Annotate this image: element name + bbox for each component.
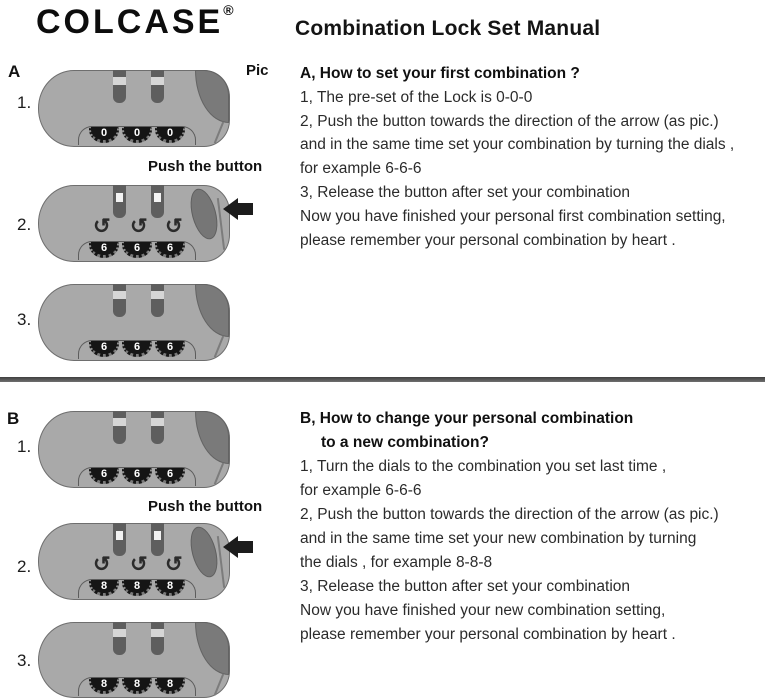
dial (89, 341, 119, 357)
dial-window (78, 467, 196, 486)
lock-button-pushed (186, 524, 223, 580)
dial-digit: 6 (133, 341, 141, 353)
rotate-dial-icon: ↺ (93, 215, 111, 238)
shackle-band (151, 629, 164, 637)
shackle-prong-icon (151, 411, 164, 444)
shackle-prong-icon (113, 185, 126, 218)
instruction-line: 3, Release the button after set your combination (300, 578, 631, 595)
body-seam (214, 673, 224, 695)
instructions-section-b (300, 407, 760, 647)
lock-button (195, 622, 229, 675)
dial (89, 678, 119, 694)
arrow-head (223, 198, 238, 220)
push-the-button-label: Push the button (148, 158, 263, 175)
dial-digit: 8 (100, 580, 108, 592)
dial-digit: 0 (133, 127, 141, 139)
shackle-prong-icon (151, 185, 164, 218)
shackle-band (116, 531, 123, 540)
step-number: 2. (17, 557, 32, 576)
shackle-band (113, 418, 126, 426)
body-seam (214, 462, 224, 484)
shackle-band (113, 629, 126, 637)
lock-button (195, 411, 229, 464)
shackle-prong-icon (151, 622, 164, 655)
shackle-prong-icon (151, 523, 164, 556)
lock-illustration-b1 (38, 411, 230, 488)
dial (122, 468, 152, 484)
dial-digit: 6 (166, 341, 174, 353)
dial-digit: 8 (133, 678, 141, 690)
shackle-prong-icon (151, 284, 164, 317)
instruction-line: 3, Release the button after set your combination (300, 183, 631, 201)
dial (155, 468, 185, 484)
instruction-line: Now you have finished your personal first combination setting, (300, 207, 726, 225)
dial-digit: 6 (100, 242, 108, 254)
shackle-prong-icon (113, 70, 126, 103)
dial-digit: 6 (133, 468, 141, 480)
step-number: 1. (17, 437, 32, 456)
lock-illustration-b3 (38, 622, 230, 698)
lock-button-pushed (186, 186, 223, 242)
section-b-heading-line2: to a new combination? (321, 434, 489, 451)
dial (89, 468, 119, 484)
dial-window (78, 579, 196, 598)
registered-trademark-icon: ® (223, 2, 234, 18)
dial-digit: 8 (166, 580, 174, 592)
dial-window (78, 340, 196, 359)
dial-digit: 6 (133, 242, 141, 254)
lock-button (195, 70, 229, 123)
dial-digit: 0 (166, 127, 174, 139)
push-direction-arrow-icon (223, 536, 253, 558)
rotate-dial-icon: ↺ (130, 215, 148, 238)
dial (155, 341, 185, 357)
instruction-line: and in the same time set your combination by turning the dials , (300, 136, 735, 154)
brand-logo (36, 2, 234, 42)
body-seam (214, 121, 224, 143)
instruction-line: 1, Turn the dials to the combination you set last time , (300, 458, 667, 475)
pic-label: Pic (246, 62, 269, 79)
shackle-band (116, 193, 123, 202)
shackle-band (113, 77, 126, 85)
lock-illustration-a2 (38, 185, 230, 262)
rotate-dial-icon: ↺ (165, 215, 183, 238)
section-a-label: A (8, 62, 21, 81)
dial (155, 580, 185, 596)
shackle-band (154, 193, 161, 202)
dial-window (78, 126, 196, 145)
rotate-dial-icon: ↺ (130, 553, 148, 576)
dial-digit: 6 (100, 341, 108, 353)
dial (122, 678, 152, 694)
lock-illustration-b2 (38, 523, 230, 600)
lock-illustration-a1 (38, 70, 230, 147)
lock-illustration-a3 (38, 284, 230, 361)
body-seam (214, 335, 224, 357)
section-b-heading: B, How to change your personal combination (300, 410, 634, 427)
shackle-band (151, 77, 164, 85)
dial (89, 580, 119, 596)
dial (89, 127, 119, 143)
instruction-line: 2, Push the button towards the direction of the arrow (as pic.) (300, 112, 719, 130)
shackle-band (151, 418, 164, 426)
rotate-dial-icon: ↺ (165, 553, 183, 576)
step-number: 1. (17, 93, 32, 112)
dial (155, 678, 185, 694)
page-title: Combination Lock Set Manual (295, 17, 601, 40)
instruction-line: 1, The pre-set of the Lock is 0-0-0 (300, 88, 533, 106)
instruction-line: for example 6-6-6 (300, 160, 422, 178)
shackle-band (154, 531, 161, 540)
instruction-line: for example 6-6-6 (300, 482, 422, 499)
dial-window (78, 677, 196, 696)
dial-digit: 8 (133, 580, 141, 592)
brand-name: COLCASE (36, 3, 224, 41)
instruction-line: Now you have finished your new combination setting, (300, 602, 666, 619)
step-number: 3. (17, 310, 32, 329)
dial-digit: 0 (100, 127, 108, 139)
dial-digit: 8 (166, 678, 174, 690)
section-a-heading: A, How to set your first combination ? (300, 65, 580, 82)
shackle-band (113, 291, 126, 299)
section-b-label: B (7, 409, 20, 428)
instructions-section-a (300, 62, 760, 252)
step-number: 3. (17, 651, 32, 670)
dial-digit: 6 (166, 468, 174, 480)
dial (155, 242, 185, 258)
dial-digit: 6 (100, 468, 108, 480)
instruction-line: the dials , for example 8-8-8 (300, 554, 493, 571)
arrow-tail (238, 203, 253, 215)
shackle-prong-icon (113, 523, 126, 556)
dial (122, 242, 152, 258)
instruction-line: please remember your personal combination by heart . (300, 626, 676, 643)
arrow-tail (238, 541, 253, 553)
rotate-dial-icon: ↺ (93, 553, 111, 576)
shackle-prong-icon (113, 284, 126, 317)
dial (89, 242, 119, 258)
push-the-button-label: Push the button (148, 498, 263, 515)
arrow-head (223, 536, 238, 558)
dial (155, 127, 185, 143)
dial (122, 127, 152, 143)
dial (122, 580, 152, 596)
dial-digit: 6 (166, 242, 174, 254)
instruction-line: 2, Push the button towards the direction of the arrow (as pic.) (300, 506, 719, 523)
lock-button (195, 284, 229, 337)
step-number: 2. (17, 215, 32, 234)
dial-digit: 8 (100, 678, 108, 690)
shackle-prong-icon (113, 411, 126, 444)
dial-window (78, 241, 196, 260)
shackle-prong-icon (151, 70, 164, 103)
shackle-band (151, 291, 164, 299)
shackle-prong-icon (113, 622, 126, 655)
push-direction-arrow-icon (223, 198, 253, 220)
dial (122, 341, 152, 357)
instruction-line: and in the same time set your new combination by turning (300, 530, 697, 547)
instruction-line: please remember your personal combination by heart . (300, 231, 676, 249)
section-divider (0, 377, 765, 382)
